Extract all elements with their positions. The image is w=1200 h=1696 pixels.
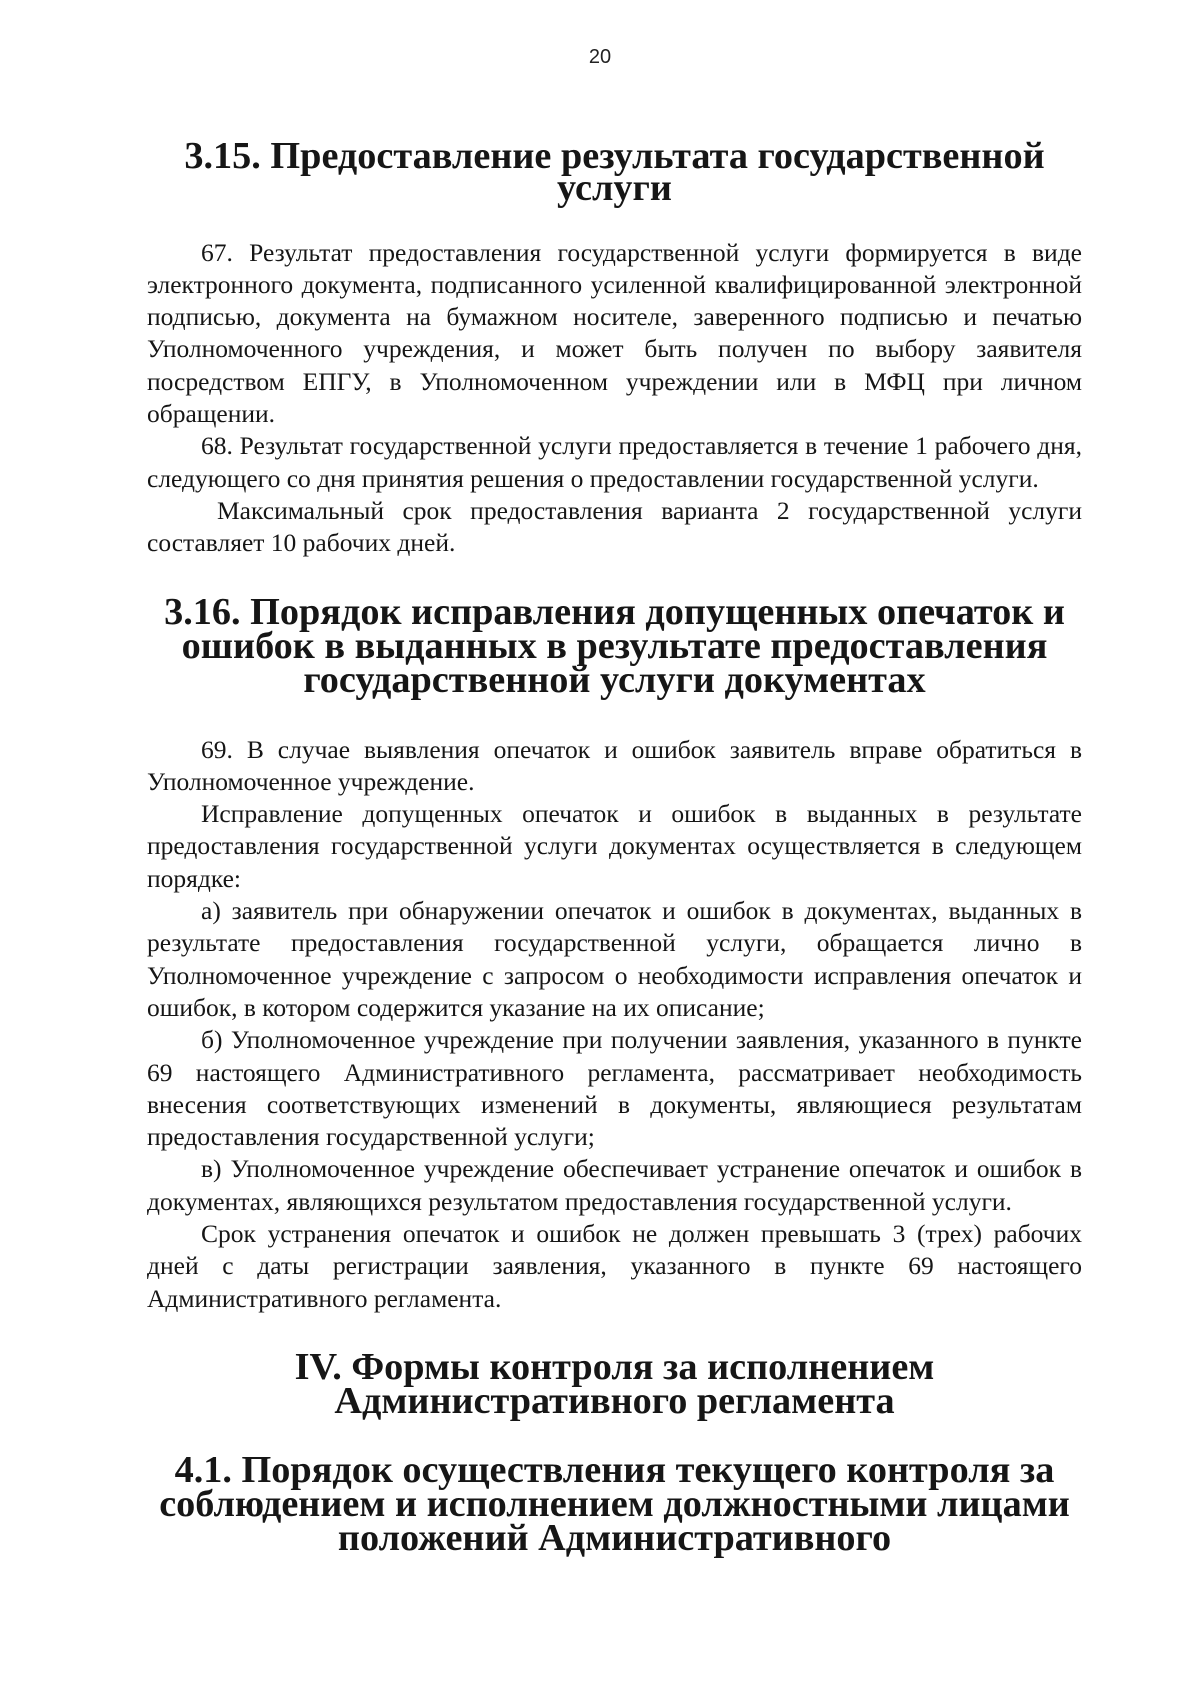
heading-4-1: 4.1. Порядок осуществления текущего контроля за соблюдением и исполнением должностными лицами положений Административного xyxy=(159,1448,1070,1559)
paragraph-item-b: б) Уполномоченное учреждение при получении заявления, указанного в пункте 69 настоящего Административного регламента, рассматривает необходимость внесения соответствующих изменений в документы, являющиеся результатам предоставления государственной услуги; xyxy=(147,1025,1082,1152)
heading-section-4: IV. Формы контроля за исполнением Административного регламента xyxy=(294,1345,935,1422)
paragraph-67: 67. Результат предоставления государственной услуги формируется в виде электронного документа, подписанного усиленной квалифицированной электронной подписью, документа на бумажном носителе, заверенного подписью и печатью Уполномоченного учреждения, и может быть получен по выбору заявителя посредством ЕПГУ, в Уполномоченном учреждении или в МФЦ при личном обращении. xyxy=(147,237,1082,429)
paragraph-correction-order: Исправление допущенных опечаток и ошибок в выданных в результате предоставления государственной услуги документах осуществляется в следующем порядке: xyxy=(147,799,1082,893)
page-content xyxy=(147,135,1082,1559)
paragraph-correction-term: Срок устранения опечаток и ошибок не должен превышать 3 (трех) рабочих дней с даты регистрации заявления, указанного в пункте 69 настоящего Административного регламента. xyxy=(147,1219,1082,1313)
heading-3-15: 3.15. Предоставление результата государственной услуги xyxy=(184,135,1045,210)
page-number: 20 xyxy=(588,46,612,68)
paragraph-item-a: а) заявитель при обнаружении опечаток и ошибок в документах, выданных в результате предоставления государственной услуги, обращается лично в Уполномоченное учреждение с запросом о необходимости исправления опечаток и ошибок, в котором содержится указание на их описание; xyxy=(147,896,1082,1022)
paragraph-68: 68. Результат государственной услуги предоставляется в течение 1 рабочего дня, следующего со дня принятия решения о предоставлении государственной услуги. xyxy=(147,431,1082,493)
paragraph-item-v: в) Уполномоченное учреждение обеспечивает устранение опечаток и ошибок в документах, являющихся результатом предоставления государственной услуги. xyxy=(147,1154,1082,1216)
paragraph-max-term: Максимальный срок предоставления варианта 2 государственной услуги составляет 10 рабочих дней. xyxy=(147,495,1082,558)
paragraph-69: 69. В случае выявления опечаток и ошибок заявитель вправе обратиться в Уполномоченное учреждение. xyxy=(147,734,1082,796)
heading-3-16: 3.16. Порядок исправления допущенных опечаток и ошибок в выданных в результате предоставления государственной услуги документах xyxy=(164,590,1065,701)
